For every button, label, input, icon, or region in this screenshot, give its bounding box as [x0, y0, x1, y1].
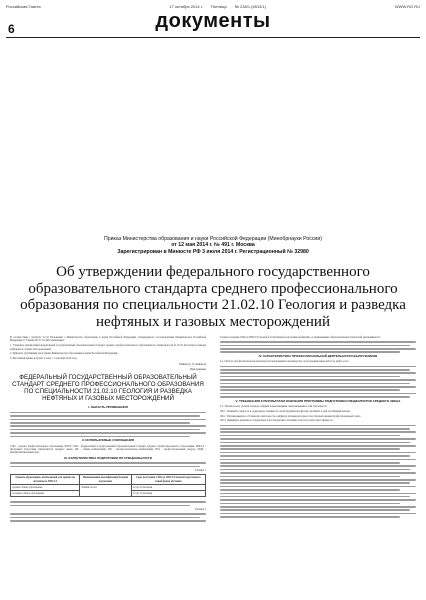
paragraph-2: 2. Признать утратившим силу приказ Министерства образования и науки Российской Федерации.: [10, 352, 118, 356]
text-line: [220, 341, 416, 343]
text-line: [10, 425, 206, 427]
text-line: [10, 505, 190, 507]
heading-characteristics: III. ХАРАКТЕРИСТИКА ПОДГОТОВКИ ПО СПЕЦИАЛЬНОСТИ: [64, 455, 152, 460]
text-line: [220, 393, 416, 395]
paragraph-4-1: 4.1. Область профессиональной деятельности выпускников: производство геологоразведочных работ на нефть и газ.: [220, 360, 349, 364]
abbreviations-text: СПО - среднее профессиональное образование; ФГОС СПО - федеральный государственный образовательный стандарт среднего профессионального образования; ППССЗ - программа подготовки специалистов среднего звена; ОК - общая компетенция; ПК - профессиональная компетенция; ПМ - профессиональный модуль; МДК - междисциплинарный курс.: [10, 444, 206, 455]
document-title: Об утверждении федерального государственного образовательного стандарта среднего профессионального образования по специальности 21.02.10 Геология и разведка нефтяных и газовых месторождений: [20, 264, 406, 330]
table-header-cell: Наименование квалификации базовой подготовки: [80, 475, 131, 484]
competence-ok3: ОК 3. Принимать решения в стандартных и нестандартных ситуациях и нести за них ответственность.: [220, 419, 334, 423]
table-cell: 3 года 10 месяцев: [131, 490, 205, 496]
heading-abbreviations: II. ИСПОЛЬЗУЕМЫЕ СОКРАЩЕНИЯ: [82, 438, 134, 443]
publication-name: Российская Газета: [6, 4, 41, 9]
table-1-label: Таблица 1: [194, 468, 206, 472]
text-line: [10, 466, 200, 468]
left-column: [10, 336, 206, 523]
text-line: [220, 479, 416, 481]
table-header-cell: Уровень образования, необходимый для приема на обучение по ППССЗ: [11, 475, 80, 484]
text-line: [220, 425, 416, 427]
text-line: [10, 517, 200, 519]
text-line: [220, 472, 416, 474]
text-line: [220, 379, 416, 381]
table-cell: основное общее образование: [11, 490, 80, 496]
text-line: [10, 419, 206, 421]
appendix-label: Приложение: [189, 367, 206, 372]
intro-paragraph: В соответствии с пунктом 5.2.41 Положения о Министерстве образования и науки Российской Федерации, утвержденного постановлением Правительства Российской Федерации от 3 июня 2013 г. № 466, приказываю:: [10, 336, 206, 343]
text-line: [220, 489, 400, 491]
competence-ok1: ОК 1. Понимать сущность и социальную значимость своей будущей профессии, проявлять к ней устойчивый интерес.: [220, 409, 352, 413]
text-line: [220, 366, 416, 368]
text-line: [220, 383, 410, 385]
text-line: [220, 438, 416, 440]
text-line: [10, 415, 200, 417]
text-line: [220, 469, 410, 471]
text-line: [10, 436, 190, 438]
text-line: [220, 465, 416, 467]
newspaper-header: [6, 3, 420, 10]
text-line: [220, 455, 410, 457]
text-line: [220, 459, 416, 461]
text-line: [220, 428, 410, 430]
table-cell: среднее общее образование: [11, 484, 80, 490]
table-cell: 2 года 10 месяцев: [131, 484, 205, 490]
paragraph-1: 1. Утвердить прилагаемый федеральный государственный образовательный стандарт среднего профессионального образования по специальности 21.02.10 Геология и разведка нефтяных и газовых месторождений.: [10, 344, 206, 351]
text-line: [10, 422, 190, 424]
table-header-cell: Срок получения СПО по ППССЗ базовой подготовки в очной форме обучения: [131, 475, 205, 484]
text-line: [220, 496, 410, 498]
text-line: [220, 396, 410, 398]
text-line: [220, 516, 400, 518]
duration-intro: Сроки получения СПО по ППССЗ базовой и углубленной подготовки независимо от применяемых образовательных технологий увеличиваются:: [220, 336, 381, 339]
text-line: [10, 501, 206, 503]
text-line: [220, 442, 410, 444]
order-line-1: Приказ Министерства образования и науки Российской Федерации (Минобрнауки России): [104, 236, 322, 242]
text-line: [220, 486, 416, 488]
standard-title: ФЕДЕРАЛЬНЫЙ ГОСУДАРСТВЕННЫЙ ОБРАЗОВАТЕЛЬНЫЙ СТАНДАРТ СРЕДНЕГО ПРОФЕССИОНАЛЬНОГО ОБРАЗОВАНИЯ ПО СПЕЦИАЛЬНОСТИ 21.02.10 ГЕОЛОГИЯ И РАЗВЕДКА НЕФТЯНЫХ И ГАЗОВЫХ МЕСТОРОЖДЕНИЙ: [12, 374, 204, 403]
text-line: [220, 452, 416, 454]
text-line: [10, 429, 200, 431]
text-line: [220, 445, 416, 447]
text-line: [220, 462, 400, 464]
minister-signature: Министр Д. Ливанов: [179, 361, 206, 366]
paragraph-5-1: 5.1. Техник-геолог должен обладать общими компетенциями, включающими в себя способность:: [220, 405, 328, 409]
table-header-row: [11, 475, 206, 484]
text-line: [10, 513, 206, 515]
header-date: 17 октября 2014 г.: [169, 4, 203, 9]
text-line: [220, 348, 416, 350]
text-line: [220, 506, 416, 508]
header-site: WWW.RG.RU: [394, 4, 420, 9]
paragraph-3: 3. Настоящий приказ вступает в силу с 1 сентября 2014 года.: [10, 357, 78, 361]
header-date-group: [169, 4, 266, 9]
table-2-label: Таблица 2: [194, 507, 206, 511]
competence-ok2: ОК 2. Организовывать собственную деятельность, выбирать типовые методы и способы выполнения профессиональных задач.: [220, 414, 361, 418]
text-line: [10, 520, 206, 522]
table-1: [10, 474, 206, 497]
text-line: [10, 462, 206, 464]
section-title: документы: [155, 10, 271, 32]
text-line: [220, 389, 400, 391]
text-line: [220, 499, 416, 501]
order-line-2: от 12 мая 2014 г. № 491 г. Москва: [171, 242, 255, 249]
header-divider: [6, 37, 420, 38]
text-line: [220, 345, 410, 347]
heading-scope: I. ОБЛАСТЬ ПРИМЕНЕНИЯ: [88, 405, 128, 410]
text-line: [10, 412, 206, 414]
text-line: [220, 369, 410, 371]
text-line: [220, 372, 416, 374]
text-line: [220, 431, 416, 433]
table-cell: Техник-геолог: [80, 484, 131, 496]
order-line-3: Зарегистрирован в Минюсте РФ 3 июля 2014 г. Регистрационный № 32980: [117, 248, 309, 255]
right-column: [220, 336, 416, 520]
text-line: [220, 386, 416, 388]
text-line: [220, 376, 400, 378]
text-line: [220, 448, 400, 450]
heading-requirements: V. ТРЕБОВАНИЯ К РЕЗУЛЬТАТАМ ОСВОЕНИЯ ПРОГРАММЫ ПОДГОТОВКИ СПЕЦИАЛИСТОВ СРЕДНЕГО ЗВЕНА: [235, 398, 401, 403]
text-line: [220, 435, 400, 437]
text-line: [220, 493, 416, 495]
header-issue: № 238/1 (6513/1): [234, 4, 267, 9]
page-number: 6: [8, 22, 15, 36]
text-line: [220, 513, 416, 515]
text-line: [10, 432, 206, 434]
text-line: [220, 476, 400, 478]
heading-professional-activity: IV. ХАРАКТЕРИСТИКА ПРОФЕССИОНАЛЬНОЙ ДЕЯТЕЛЬНОСТИ ВЫПУСКНИКОВ: [258, 353, 378, 358]
header-weekday: Пятница: [210, 4, 227, 9]
text-line: [220, 509, 410, 511]
text-line: [220, 351, 400, 353]
text-line: [220, 503, 400, 505]
order-heading: [40, 236, 386, 255]
text-line: [220, 482, 410, 484]
